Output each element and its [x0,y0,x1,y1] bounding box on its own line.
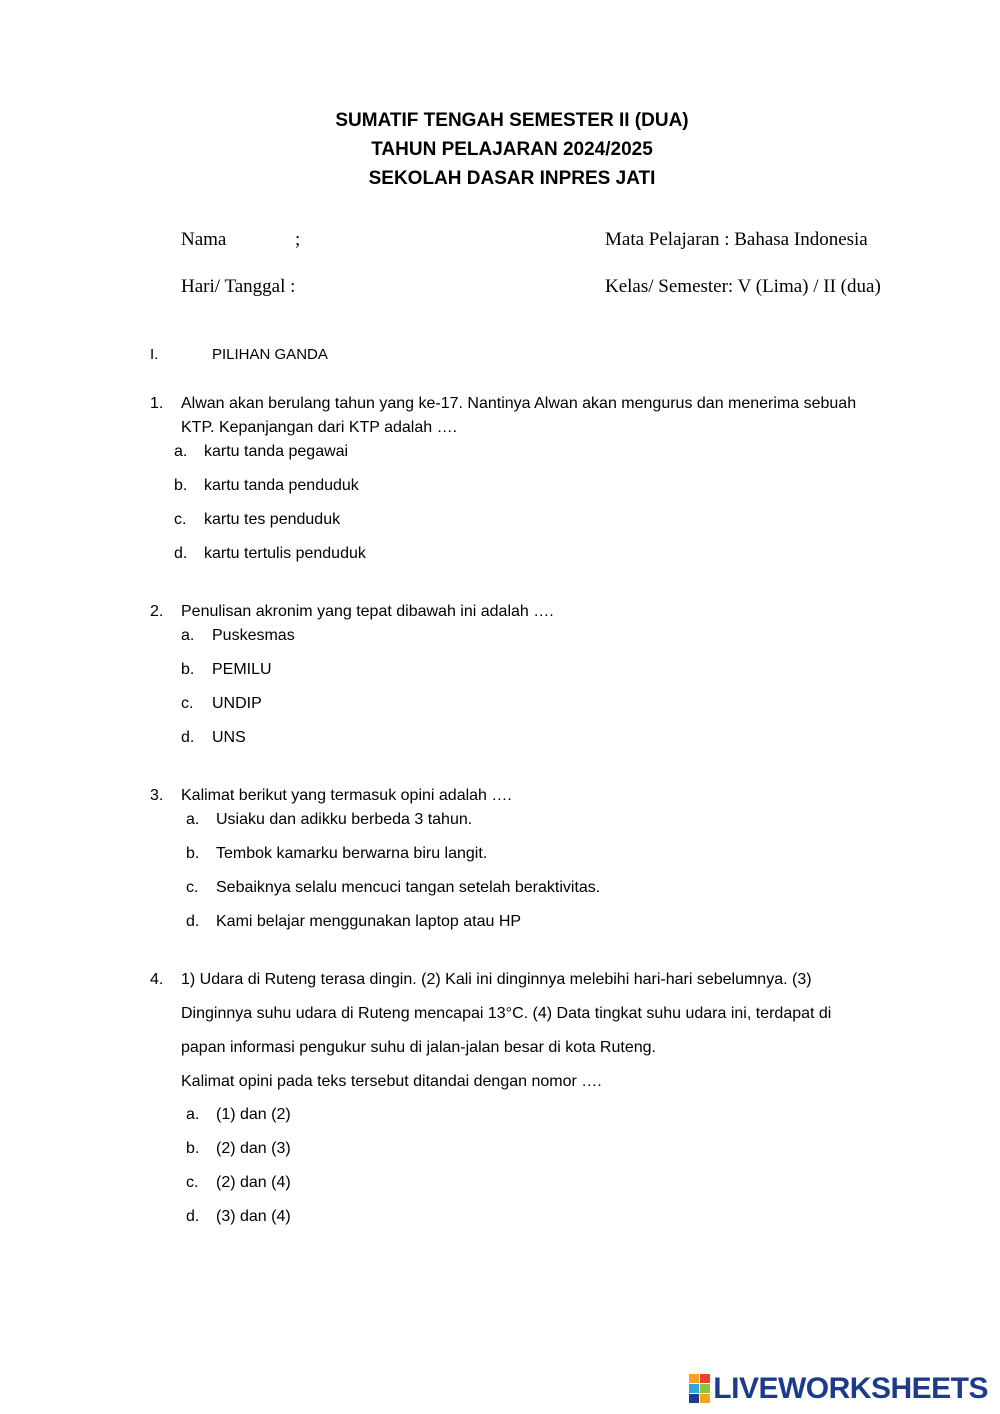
option-text: UNS [212,729,246,746]
option-letter: b. [174,477,188,494]
option-letter: d. [186,1208,200,1225]
option-text: Tembok kamarku berwarna biru langit. [216,845,488,862]
option-letter: c. [186,1174,199,1191]
option-letter: a. [181,627,195,644]
option-text: kartu tanda penduduk [204,477,359,494]
option-letter: b. [181,661,195,678]
option-text: (2) dan (3) [216,1140,291,1157]
question-text-line: KTP. Kepanjangan dari KTP adalah …. [181,419,458,436]
option-letter: d. [186,913,200,930]
question-text-line: Penulisan akronim yang tepat dibawah ini adalah …. [181,603,554,620]
option-text: PEMILU [212,661,272,678]
question-number: 1. [150,395,164,412]
hari-tanggal-label: Hari/ Tanggal : [181,276,296,297]
option-text: UNDIP [212,695,262,712]
option-text: (1) dan (2) [216,1106,291,1123]
option-text: Sebaiknya selalu mencuci tangan setelah beraktivitas. [216,879,601,896]
option-letter: a. [186,811,200,828]
nama-separator: ; [295,229,301,250]
question-text-line: Alwan akan berulang tahun yang ke-17. Nantinya Alwan akan mengurus dan menerima sebuah [181,395,857,412]
kelas-semester: Kelas/ Semester: V (Lima) / II (dua) [605,276,881,297]
option-text: Kami belajar menggunakan laptop atau HP [216,913,522,930]
mata-pelajaran: Mata Pelajaran : Bahasa Indonesia [605,229,868,250]
option-letter: c. [186,879,199,896]
option-letter: d. [174,545,188,562]
question-text-line: 1) Udara di Ruteng terasa dingin. (2) Kali ini dinginnya melebihi hari-hari sebelumnya. (3) [181,971,812,988]
option-letter: a. [186,1106,200,1123]
liveworksheets-logo[interactable] [689,1372,988,1406]
option-text: kartu tanda pegawai [204,443,349,460]
nama-label: Nama [181,229,227,250]
question-number: 4. [150,971,164,988]
option-letter: b. [186,1140,200,1157]
question-text-line: Kalimat berikut yang termasuk opini adalah …. [181,787,512,804]
option-letter: c. [181,695,194,712]
liveworksheets-logo-icon [689,1374,711,1404]
title-line-2: TAHUN PELAJARAN 2024/2025 [371,139,653,160]
option-text: (3) dan (4) [216,1208,291,1225]
option-text: kartu tes penduduk [204,511,341,528]
section-number: I. [150,346,159,363]
option-text: Puskesmas [212,627,295,644]
option-letter: a. [174,443,188,460]
option-letter: c. [174,511,187,528]
question-text-line: Kalimat opini pada teks tersebut ditandai dengan nomor …. [181,1073,602,1090]
option-text: (2) dan (4) [216,1174,291,1191]
option-text: kartu tertulis penduduk [204,545,366,562]
question-number: 3. [150,787,164,804]
title-line-3: SEKOLAH DASAR INPRES JATI [368,168,656,189]
section-title: PILIHAN GANDA [212,346,328,363]
option-letter: d. [181,729,195,746]
liveworksheets-brand-text: LIVEWORKSHEETS [713,1372,988,1405]
question-text-line: papan informasi pengukur suhu di jalan-jalan besar di kota Ruteng. [181,1039,656,1056]
option-text: Usiaku dan adikku berbeda 3 tahun. [216,811,473,828]
question-number: 2. [150,603,164,620]
question-text-line: Dinginnya suhu udara di Ruteng mencapai 13°C. (4) Data tingkat suhu udara ini, terdapat di [181,1005,832,1022]
option-letter: b. [186,845,200,862]
title-line-1: SUMATIF TENGAH SEMESTER II (DUA) [335,110,689,131]
